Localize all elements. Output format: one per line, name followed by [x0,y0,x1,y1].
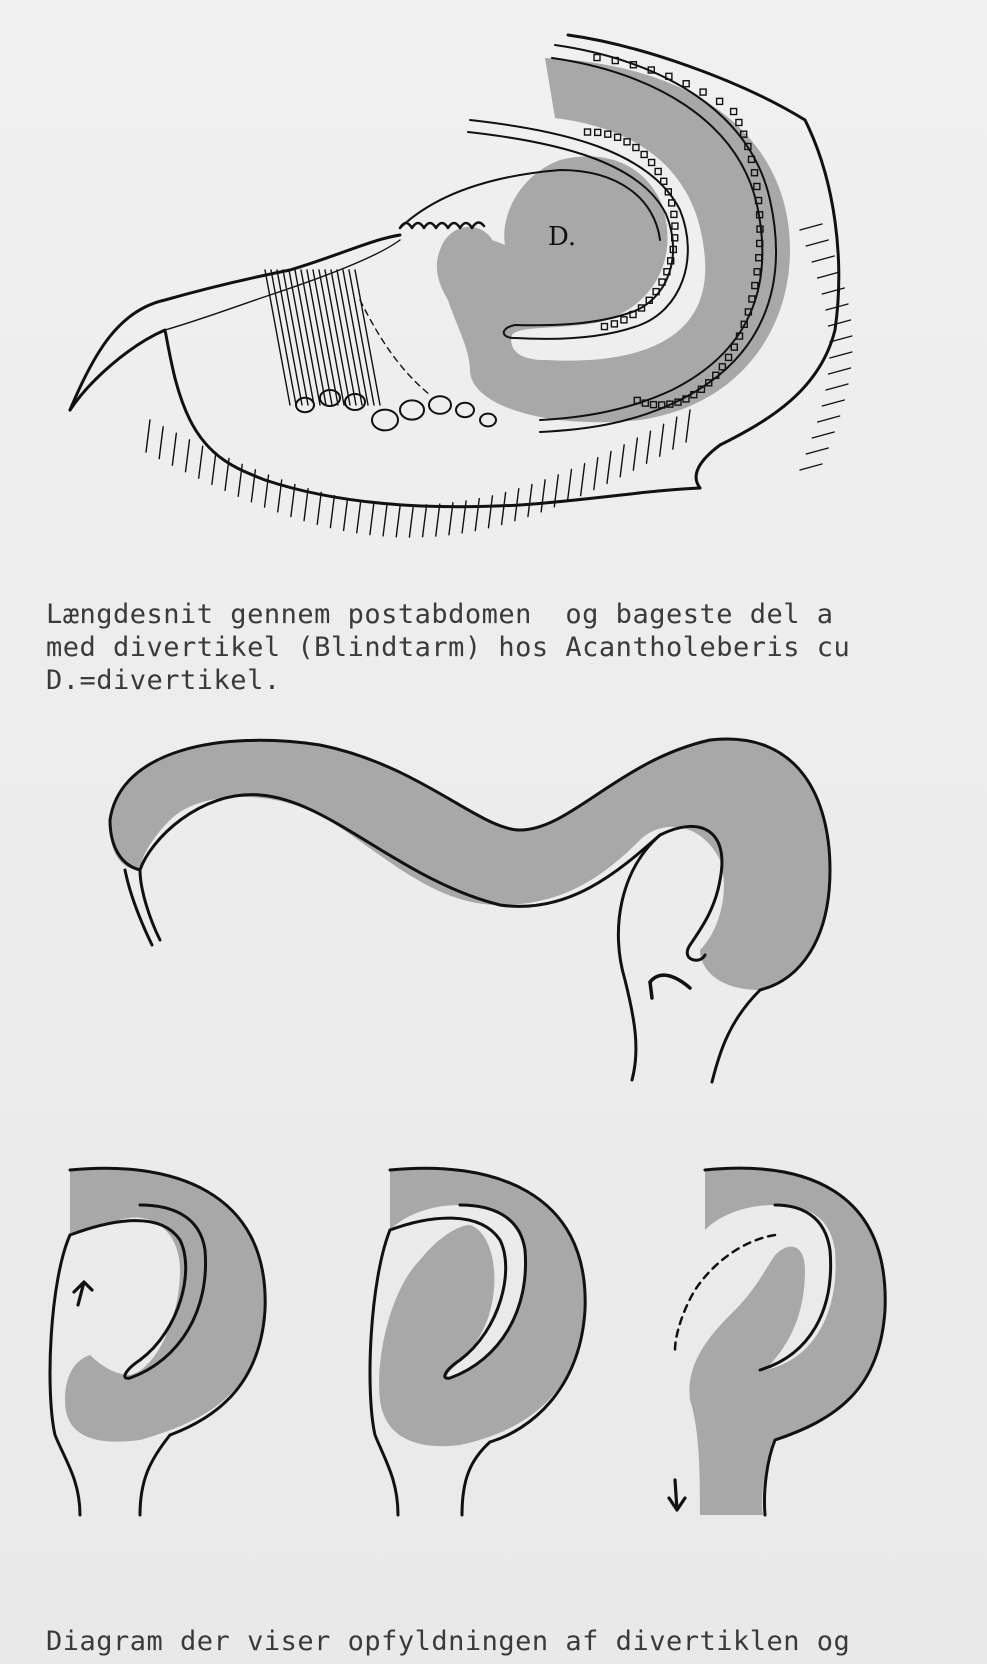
gut-cell [671,211,677,217]
stage-2 [370,1168,585,1515]
bristle [620,445,624,477]
gut-cell [717,98,723,104]
bristle [304,489,308,521]
ovum [480,414,496,427]
bristle [822,288,844,294]
bristle [370,503,374,535]
divertikel-sac [618,835,660,1080]
gut-cell [594,55,600,61]
posterior-outline [70,235,400,410]
bristle [830,352,852,358]
caption-top-line-2: med divertikel (Blindtarm) hos Acantholeberis cu [46,632,851,663]
bristle [475,499,479,531]
ovum [296,398,314,412]
right-bristles [800,224,852,470]
bristle [594,458,598,490]
bristle [186,440,190,472]
gut-cell [672,223,678,229]
gut-cell [601,324,607,330]
bristle [818,272,840,278]
bristle [806,240,828,246]
bristle [673,417,677,449]
bristle [581,464,585,496]
bristle [212,452,216,484]
bristle [806,448,828,454]
section-drawing [0,0,987,600]
stage-3 [669,1168,885,1515]
gut-cell [655,168,661,174]
bristle [829,320,851,326]
bristle [541,480,545,512]
gut-cell [615,134,621,140]
arrow-mark [650,975,690,998]
gut-cell [736,119,742,125]
stage-diagrams [0,1160,987,1580]
gut-cell [605,131,611,137]
wavy-tissue [400,222,484,228]
caption-top-line-3: D.=divertikel. [46,665,281,696]
bristle [396,505,400,537]
gut-diagram [0,720,987,1140]
diverticulum-label: D. [548,222,577,252]
gut-cell [731,109,737,115]
gut-cell [633,145,639,151]
bristle [344,498,348,530]
gut-cell [683,81,689,87]
gut-cell [700,89,706,95]
bristle [159,427,163,459]
bristle [146,420,150,452]
bristle [800,464,822,470]
bristle [818,416,840,422]
bristle [383,504,387,536]
ovum [456,403,474,417]
bristle [172,433,176,465]
gut-cell [611,321,617,327]
gut-cell [649,159,655,165]
divertikel-right [712,990,760,1082]
bristle [528,485,532,517]
bristle [686,410,690,442]
dashed-boundary [360,300,430,395]
bristle [423,505,427,537]
stage-1 [50,1168,265,1515]
caption-top-line-1: Længdesnit gennem postabdomen og bageste del a [46,599,834,630]
bristle [488,496,492,528]
bristle [357,501,361,533]
bristle [502,492,506,524]
bottom-bristles [146,410,690,537]
ovum [429,396,451,414]
bristle [812,256,834,262]
caption-bottom-line-1: Diagram der viser opfyldningen af divertiklen og [46,1626,851,1657]
inner-line [165,240,400,330]
bristle [822,400,844,406]
esophagus-left [125,870,160,945]
bristle [317,492,321,524]
bristle [826,384,848,390]
ovum [400,400,424,419]
gut-cell [585,129,591,135]
bristle [812,432,834,438]
bristle [829,368,851,374]
gut-cell [641,151,647,157]
bristle [436,504,440,536]
bristle [330,496,334,528]
gut-cell [624,139,630,145]
bristle [646,431,650,463]
bristle [607,451,611,483]
ovum [372,410,398,431]
bristle [800,224,822,230]
bristle [567,469,571,501]
gut-cell [595,129,601,135]
bristle [633,438,637,470]
bristle [660,424,664,456]
bristle [199,446,203,478]
bristle [409,505,413,537]
ovum-row [296,390,496,430]
gut-cell [621,317,627,323]
